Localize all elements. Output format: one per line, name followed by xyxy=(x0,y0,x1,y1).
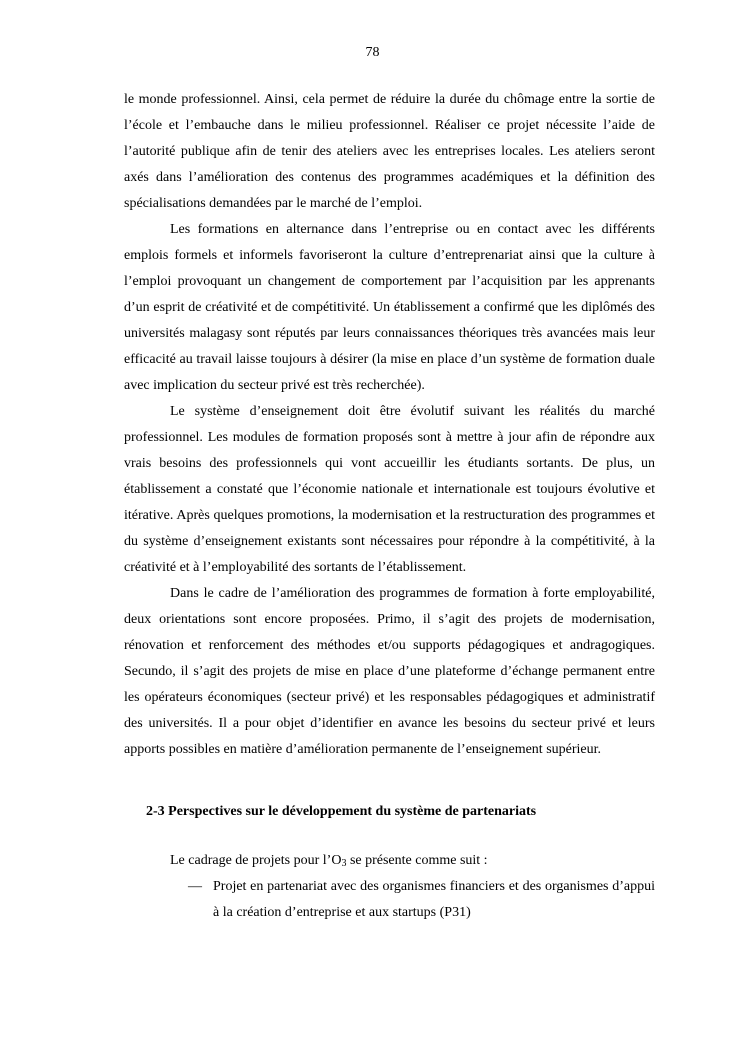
paragraph-2: Les formations en alternance dans l’entreprise ou en contact avec les différents emplois formels et informels favoriseront la culture d’entreprenariat ainsi que la culture à l’emploi provoquant un changement de comportement par l’acquisition par les apprenants d’un esprit de créativité et de compétitivité. Un établissement a confirmé que les diplômés des universités malagasy sont réputés par leurs connaissances théoriques très avancées mais leur efficacité au travail laisse toujours à désirer (la mise en place d’un système de formation duale avec implication du secteur privé est très recherchée). xyxy=(124,222,655,393)
section-heading: 2-3 Perspectives sur le développement du système de partenariats xyxy=(146,804,537,819)
paragraph-1: le monde professionnel. Ainsi, cela permet de réduire la durée du chômage entre la sortie de l’école et l’embauche dans le milieu professionnel. Réaliser ce projet nécessite l’aide de l’autorité publique afin de tenir des ateliers avec les entreprises locales. Les ateliers seront axés dans l’amélioration des contenus des programmes académiques et la définition des spécialisations demandées par le marché de l’emploi. xyxy=(124,92,655,211)
paragraph-3: Le système d’enseignement doit être évolutif suivant les réalités du marché professionnel. Les modules de formation proposés sont à mettre à jour afin de répondre aux vrais besoins des professionnels qui vont accueillir les étudiants sortants. De plus, un établissement a constaté que l’économie nationale et internationale est toujours évolutive et itérative. Après quelques promotions, la modernisation et la restructuration des programmes et du système d’enseignement existants sont nécessaires pour répondre à la compétitivité, à la créativité et à l’employabilité des sortants de l’établissement. xyxy=(124,404,655,575)
intro-text-end: se présente comme suit : xyxy=(346,853,488,868)
bullet-item xyxy=(188,874,655,926)
page-number: 78 xyxy=(365,45,380,60)
intro-subscript: 3 xyxy=(341,858,347,869)
intro-text-start: Le cadrage de projets pour l’O xyxy=(170,853,342,868)
dash-bullet-icon: — xyxy=(188,879,202,894)
bullet-text: Projet en partenariat avec des organismes financiers et des organismes d’appui à la création d’entreprise et aux startups (P31) xyxy=(213,879,655,920)
section-heading-container xyxy=(146,799,666,825)
body-text xyxy=(124,87,655,763)
paragraph-4: Dans le cadre de l’amélioration des programmes de formation à forte employabilité, deux orientations sont encore proposées. Primo, il s’agit des projets de modernisation, rénovation et renforcement des méthodes et/ou supports pédagogiques et andragogiques. Secundo, il s’agit des projets de mise en place d’une plateforme d’échange permanent entre les opérateurs économiques (secteur privé) et les responsables pédagogiques et administratif des universités. Il a pour objet d’identifier en avance les besoins du secteur privé et leurs apports possibles en matière d’amélioration permanente de l’enseignement supérieur. xyxy=(124,586,655,757)
section-intro xyxy=(170,848,655,874)
